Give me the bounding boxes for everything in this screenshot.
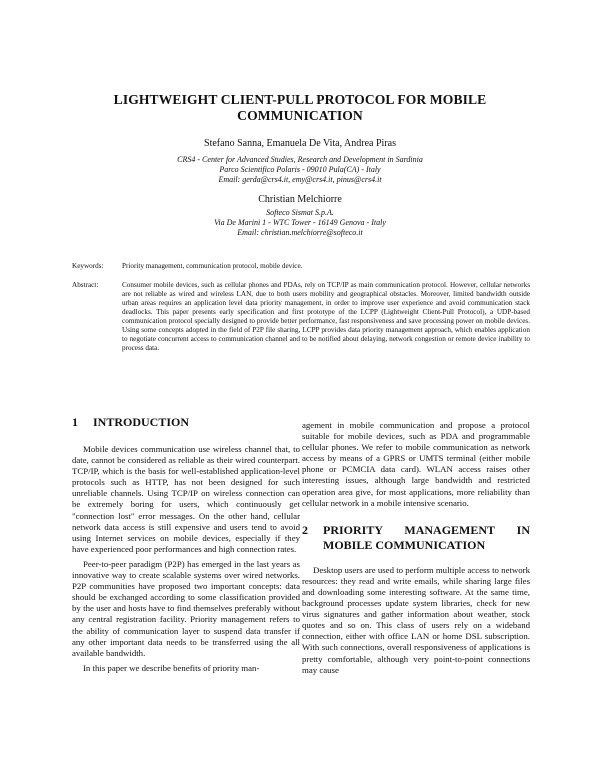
abstract-label: Abstract: bbox=[72, 281, 99, 289]
paragraph: Peer-to-peer paradigm (P2P) has emerged in the last years as innovative way to create scalable systems over wired networks. P2P communities have proposed two important concepts: data should be exchanged according to some classification provided by the user and hosts have to find themselves preferably without any central registration facility. Priority management refers to the ability of communication layer to suspend data transfer if any other important data needs to be transferred using the all available bandwidth. bbox=[72, 558, 300, 658]
paper-title bbox=[60, 92, 540, 124]
section-2-heading bbox=[302, 523, 530, 553]
section-number: 2 bbox=[302, 522, 308, 537]
section-title: PRIORITY MANAGEMENT IN MOBILE COMMUNICATION bbox=[323, 522, 530, 552]
title-line-1: LIGHTWEIGHT CLIENT-PULL PROTOCOL FOR MOBILE bbox=[113, 92, 487, 107]
paragraph: Desktop users are used to perform multiple access to network resources: they read and write emails, while sharing large files and downloading some interesting software. At the same time, background processes update system libraries, check for new virus signatures and gather information about weather, stock quotes and so on. This class of users rely on a wideband connection, either with office LAN or home DSL subscription. With such connections, overall responsiveness of applications is pretty comfortable, although very point-to-point connections may cause bbox=[302, 564, 530, 675]
author-list: Stefano Sanna, Emanuela De Vita, Andrea Piras bbox=[204, 138, 396, 149]
second-author: Christian Melchiorre bbox=[258, 194, 342, 205]
paragraph-continued: agement in mobile communication and propose a protocol suitable for mobile devices, such as PDA and programmable cellular phones. We refer to mobile communication as network access by means of a GPRS or UMTS terminal (either mobile phone or PCMCIA data card). WLAN access raises other interesting issues, although large bandwidth and restricted operation area give, for most applications, more reliability than cellular network in a mobile intensive scenario. bbox=[302, 420, 530, 508]
affiliation-line: Parco Scientifico Polaris - 09010 Pula(CA) - Italy bbox=[219, 165, 381, 174]
affiliation-block-2 bbox=[60, 208, 540, 238]
affiliation-block-1 bbox=[60, 155, 540, 185]
title-line-2: COMMUNICATION bbox=[237, 108, 363, 123]
keywords-text: Priority management, communication protocol, mobile device. bbox=[122, 262, 303, 270]
affiliation-email: Email: christian.melchiorre@softeco.it bbox=[237, 228, 363, 237]
affiliation-email: Email: gerda@crs4.it, emy@crs4.it, pinus@crs4.it bbox=[218, 175, 382, 184]
affiliation-line: Via De Marini 1 - WTC Tower - 16149 Genova - Italy bbox=[214, 218, 386, 227]
section-1-heading bbox=[72, 415, 300, 430]
left-column bbox=[72, 415, 300, 674]
section-title: INTRODUCTION bbox=[93, 415, 190, 429]
section-number: 1 bbox=[72, 415, 78, 429]
paragraph: Mobile devices communication use wireless channel that, to date, cannot be considered as reliable as their wired counterpart. TCP/IP, which is the basis for well-established application-level protocols such as HTTP, has not been designed for such unreliable channels. Using TCP/IP on wireless connection can be extremely boring for users, which continuously get "connection lost" error messages. On the other hand, cellular network data access is still expensive and users tend to avoid using Internet services on mobile devices, especially if they have experienced poor performances and high connection rates. bbox=[72, 444, 300, 554]
affiliation-line: Softeco Sismat S.p.A. bbox=[266, 208, 334, 217]
keywords-label: Keywords: bbox=[72, 262, 104, 270]
affiliation-line: CRS4 - Center for Advanced Studies, Research and Development in Sardinia bbox=[177, 155, 423, 164]
abstract-text: Consumer mobile devices, such as cellular phones and PDAs, rely on TCP/IP as main communication protocol. However, cellular networks are not reliable as wired and wireless LAN, due to both users mobility and geographical obstacles. Moreover, limited bandwidth outside urban areas requires an application level data priority management, in order to improve user experience and avoid communication stack deadlocks. This paper presents early specification and first prototype of the LCPP (Lightweight Client-Pull Protocol), a UDP-based communication protocol specially designed to provide better performance, fast responsiveness and save processing power on mobile devices. Using some concepts adopted in the field of P2P file sharing, LCPP provides data priority management approach, which enables application to negotiate concurrent access to communication channel and to be notified about delaying, network congestion or remote device inability to process data. bbox=[122, 281, 530, 352]
right-column bbox=[302, 420, 530, 676]
paragraph: In this paper we describe benefits of priority man- bbox=[83, 662, 260, 673]
